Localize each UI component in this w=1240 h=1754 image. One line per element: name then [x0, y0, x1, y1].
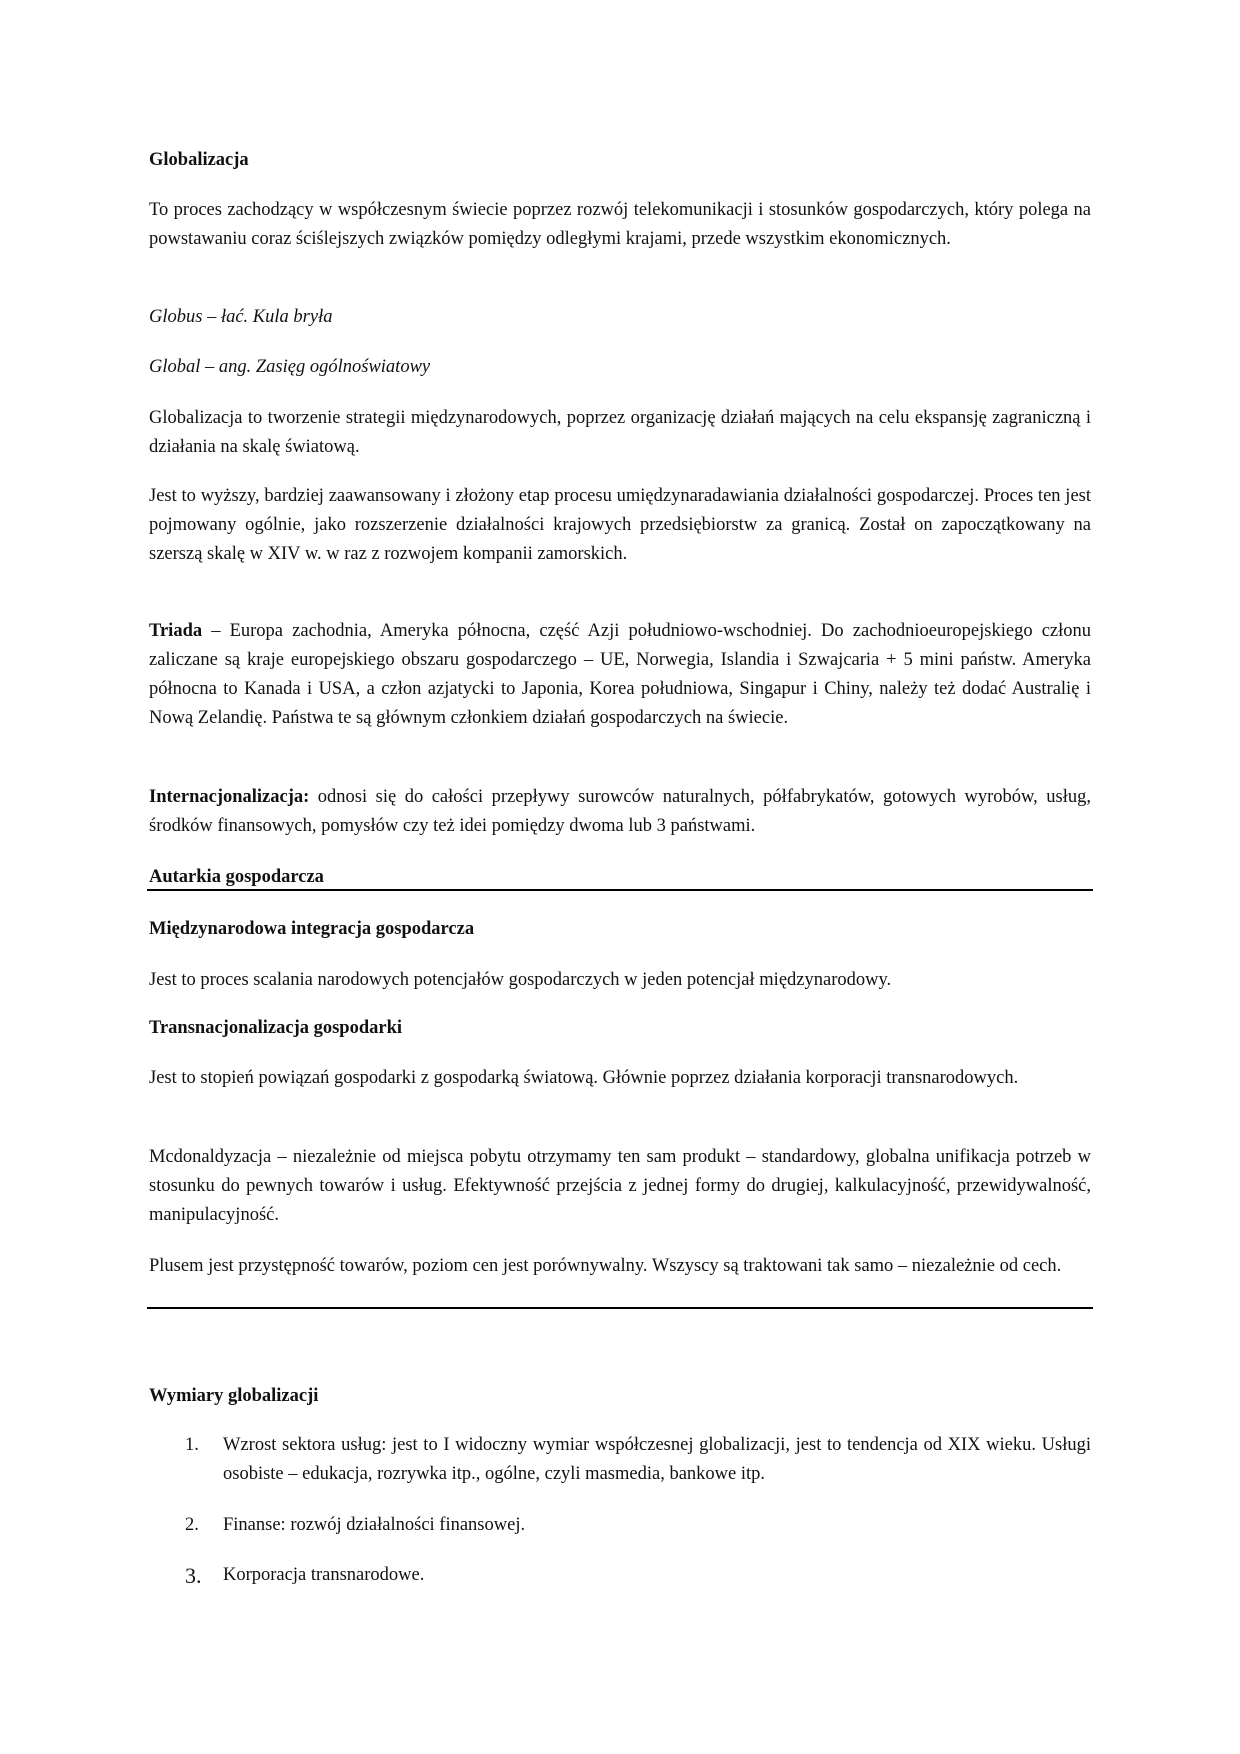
- heading-autarkia: Autarkia gospodarcza: [149, 867, 324, 887]
- triada-text: – Europa zachodnia, Ameryka północna, część Azji południowo-wschodniej. Do zachodnioeuropejskiego członu zaliczane są kraje europejskiego obszaru gospodarczego – UE, Norwegia, Islandia i Szwajcaria + 5 mini państw. Ameryka północna to Kanada i USA, a człon azjatycki to Japonia, Korea południowa, Singapur i Chiny, należy też dodać Australię i Nową Zelandię. Państwa te są głównym członkiem działań gospodarczych na świecie.: [149, 621, 1091, 728]
- etymology-global: Global – ang. Zasięg ogólnoświatowy: [149, 357, 431, 377]
- list-item: [149, 1431, 1091, 1489]
- term-triada: Triada: [149, 621, 203, 641]
- paragraph-internacjonalizacja: [149, 783, 1091, 841]
- paragraph-mcdonaldyzacja: Mcdonaldyzacja – niezależnie od miejsca pobytu otrzymamy ten sam produkt – standardowy, globalna unifikacja potrzeb w stosunku do pewnych towarów i usług. Efektywność przejścia z jednej formy do drugiej, kalkulacyjność, przewidywalność, manipulacyjność.: [149, 1147, 1091, 1225]
- list-number: 1.: [185, 1435, 199, 1455]
- paragraph-transnacjonalizacja: Jest to stopień powiązań gospodarki z gospodarką światową. Głównie poprzez działania korporacji transnarodowych.: [149, 1068, 1019, 1088]
- divider: [147, 1307, 1093, 1309]
- divider: [147, 889, 1093, 891]
- paragraph-triada: [149, 617, 1091, 733]
- list-item: [149, 1561, 1091, 1590]
- internacjonalizacja-text: odnosi się do całości przepływy surowców naturalnych, półfabrykatów, gotowych wyrobów, usług, środków finansowych, pomysłów czy też idei pomiędzy dwoma lub 3 państwami.: [149, 787, 1091, 836]
- heading-integracja: Międzynarodowa integracja gospodarcza: [149, 919, 475, 939]
- list-item: [149, 1511, 1091, 1540]
- paragraph-plusem: Plusem jest przystępność towarów, poziom cen jest porównywalny. Wszyscy są traktowani tak samo – niezależnie od cech.: [149, 1256, 1062, 1276]
- list-number: 2.: [185, 1515, 199, 1535]
- list-text: Finanse: rozwój działalności finansowej.: [223, 1515, 526, 1535]
- page-title: Globalizacja: [149, 150, 249, 170]
- paragraph-strategy: Globalizacja to tworzenie strategii międzynarodowych, poprzez organizację działań mających na celu ekspansję zagraniczną i działania na skalę światową.: [149, 408, 1091, 457]
- paragraph-stage: Jest to wyższy, bardziej zaawansowany i złożony etap procesu umiędzynaradawiania działalności gospodarczej. Proces ten jest pojmowany ogólnie, jako rozszerzenie działalności krajowych przedsiębiorstw za granicą. Został on zapoczątkowany na szerszą skalę w XIV w. w raz z rozwojem kompanii zamorskich.: [149, 486, 1091, 564]
- etymology-globus: Globus – łać. Kula bryła: [149, 307, 333, 327]
- heading-transnacjonalizacja: Transnacjonalizacja gospodarki: [149, 1018, 403, 1038]
- list-number: 3.: [185, 1563, 202, 1588]
- paragraph-definition: To proces zachodzący w współczesnym świecie poprzez rozwój telekomunikacji i stosunków gospodarczych, który polega na powstawaniu coraz ściślejszych związków pomiędzy odległymi krajami, przede wszystkim ekonomicznych.: [149, 200, 1091, 249]
- term-internacjonalizacja: Internacjonalizacja:: [149, 787, 310, 807]
- list-text: Wzrost sektora usług: jest to I widoczny wymiar współczesnej globalizacji, jest to tendencja od XIX wieku. Usługi osobiste – edukacja, rozrywka itp., ogólne, czyli masmedia, bankowe itp.: [223, 1435, 1091, 1484]
- list-text: Korporacja transnarodowe.: [223, 1565, 425, 1585]
- paragraph-integracja: Jest to proces scalania narodowych potencjałów gospodarczych w jeden potencjał międzynarodowy.: [149, 970, 892, 990]
- heading-wymiary: Wymiary globalizacji: [149, 1386, 319, 1406]
